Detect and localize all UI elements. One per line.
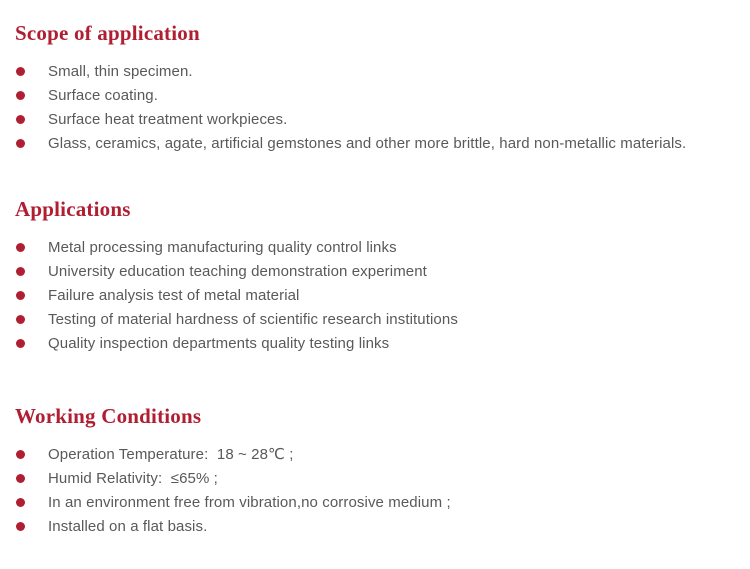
working-conditions-bullet-list <box>0 443 750 539</box>
bullet-icon <box>16 267 25 276</box>
bullet-icon <box>16 339 25 348</box>
list-item <box>0 60 750 84</box>
bullet-icon <box>16 291 25 300</box>
bullet-icon <box>16 115 25 124</box>
section-scope-of-application <box>0 20 750 156</box>
section-heading-scope: Scope of application <box>15 21 200 45</box>
list-item <box>0 332 750 356</box>
list-item <box>0 491 750 515</box>
list-item-text: Small, thin specimen. <box>48 63 193 80</box>
list-item-text: University education teaching demonstration experiment <box>48 263 427 280</box>
bullet-icon <box>16 450 25 459</box>
bullet-icon <box>16 67 25 76</box>
list-item <box>0 515 750 539</box>
applications-bullet-list <box>0 236 750 356</box>
list-item-text: Quality inspection departments quality testing links <box>48 335 390 352</box>
bullet-icon <box>16 522 25 531</box>
list-item-text: Metal processing manufacturing quality control links <box>48 239 397 256</box>
list-item-text: Glass, ceramics, agate, artificial gemstones and other more brittle, hard non-metallic materials. <box>48 135 687 152</box>
bullet-icon <box>16 474 25 483</box>
bullet-icon <box>16 315 25 324</box>
list-item <box>0 443 750 467</box>
list-item-text: Surface coating. <box>48 87 158 104</box>
section-heading-working-conditions: Working Conditions <box>15 404 202 428</box>
section-working-conditions <box>0 403 750 539</box>
list-item <box>0 467 750 491</box>
section-heading-applications: Applications <box>15 197 131 221</box>
section-applications <box>0 196 750 356</box>
list-item <box>0 108 750 132</box>
bullet-icon <box>16 498 25 507</box>
list-item <box>0 132 750 156</box>
list-item <box>0 284 750 308</box>
list-item-text: Surface heat treatment workpieces. <box>48 111 288 128</box>
list-item-text: Installed on a flat basis. <box>48 518 208 535</box>
list-item-text: Humid Relativity: ≤65% ; <box>48 470 218 487</box>
list-item <box>0 84 750 108</box>
list-item <box>0 236 750 260</box>
list-item <box>0 308 750 332</box>
list-item-text: Testing of material hardness of scientific research institutions <box>48 311 458 328</box>
list-item-text: Failure analysis test of metal material <box>48 287 300 304</box>
list-item-text: In an environment free from vibration,no corrosive medium ; <box>48 494 451 511</box>
list-item <box>0 260 750 284</box>
list-item-text: Operation Temperature: 18 ~ 28℃ ; <box>48 446 294 463</box>
bullet-icon <box>16 91 25 100</box>
bullet-icon <box>16 139 25 148</box>
scope-bullet-list <box>0 60 750 156</box>
bullet-icon <box>16 243 25 252</box>
